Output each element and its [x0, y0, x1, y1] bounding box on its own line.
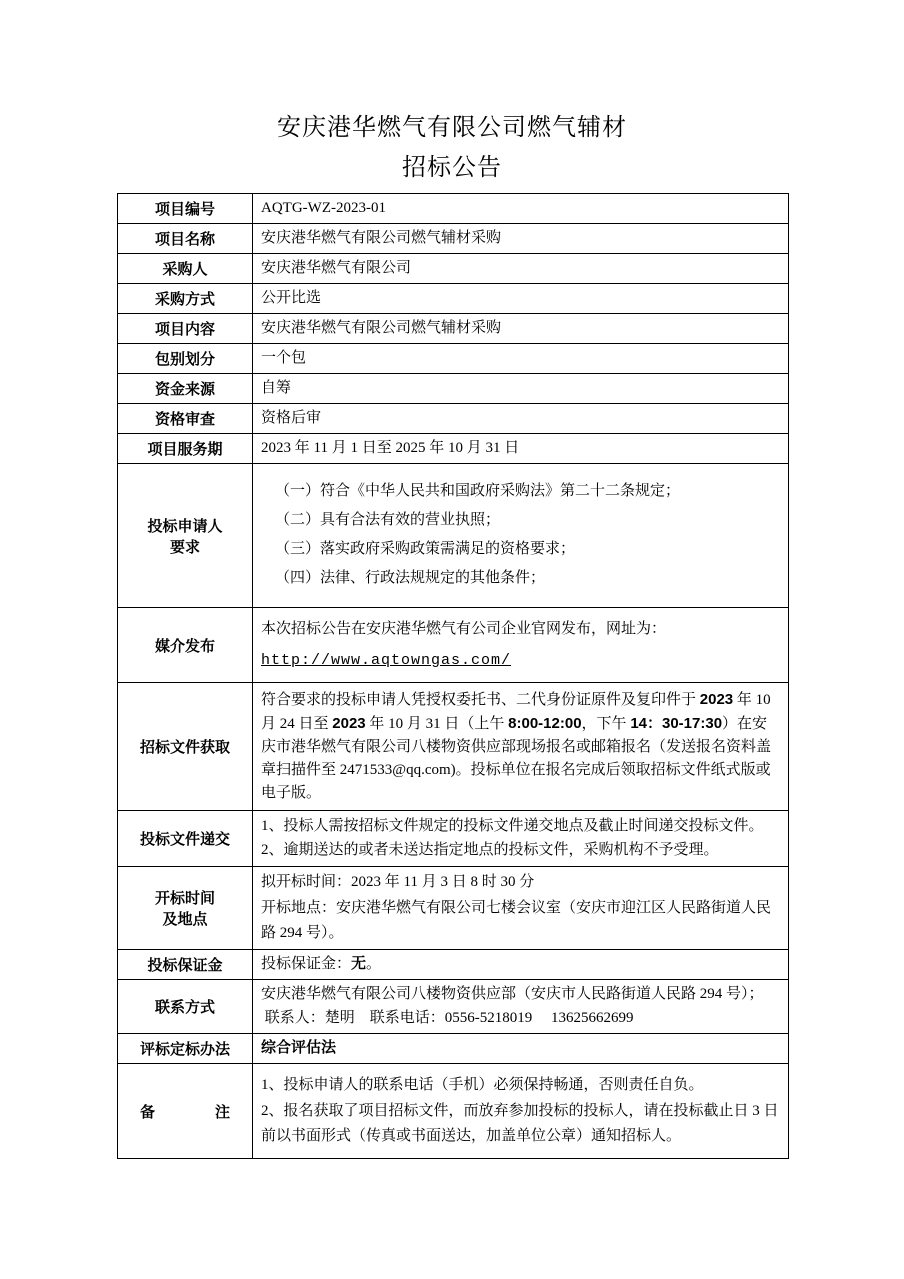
row-label: 项目服务期 [118, 434, 253, 464]
row-value [253, 1064, 789, 1159]
text-segment: （二）具有合法有效的营业执照； [275, 512, 501, 528]
row-value [253, 404, 789, 434]
text-segment: AQTG-WZ-2023-01 [261, 200, 386, 216]
text-segment: 1、投标申请人的联系电话（手机）必须保持畅通，否则责任自负。 [261, 1077, 704, 1093]
row-value [253, 314, 789, 344]
row-value [253, 683, 789, 811]
text-segment: 拟开标时间：2023 年 11 月 3 日 8 时 30 分 [261, 874, 535, 890]
row-label: 资金来源 [118, 374, 253, 404]
text-segment: 14：30-17:30 [630, 715, 723, 732]
row-label: 联系方式 [118, 980, 253, 1034]
row-value [253, 811, 789, 867]
text-segment: 2、报名获取了项目招标文件，而放弃参加投标的投标人，请在投标截止日 3 日前以书面形式（传真或书面送达，加盖单位公章）通知招标人。 [261, 1103, 779, 1144]
row-label: 包别划分 [118, 344, 253, 374]
table-row [118, 608, 789, 683]
table-row [118, 464, 789, 608]
text-segment: 8:00-12:00 [508, 715, 582, 732]
text-segment: 2023 年 11 月 1 日至 2025 年 10 月 31 日 [261, 440, 520, 456]
table-row [118, 1034, 789, 1064]
text-segment: 安庆港华燃气有限公司 [261, 260, 412, 276]
table-row [118, 344, 789, 374]
text-segment: 年 10 月 31 日（上午 [365, 716, 509, 732]
row-label: 投标申请人 要求 [118, 464, 253, 608]
row-label: 备 注 [118, 1064, 253, 1159]
row-value [253, 950, 789, 980]
table-row [118, 284, 789, 314]
announcement-table-body [118, 194, 789, 1159]
text-segment: 无 [351, 956, 367, 972]
text-segment: 投标保证金： [261, 956, 352, 972]
text-segment: 。 [366, 956, 382, 972]
document-title [0, 0, 904, 188]
table-row [118, 224, 789, 254]
table-row [118, 950, 789, 980]
row-label: 项目名称 [118, 224, 253, 254]
text-segment: 安庆港华燃气有限公司燃气辅材采购 [261, 320, 502, 336]
text-segment: 联系人：楚明 联系电话：0556-5218019 13625662699 [261, 1010, 634, 1026]
table-row [118, 867, 789, 950]
row-label: 开标时间 及地点 [118, 867, 253, 950]
table-row [118, 1064, 789, 1159]
row-label: 媒介发布 [118, 608, 253, 683]
table-row [118, 980, 789, 1034]
text-segment: （四）法律、行政法规规定的其他条件； [275, 570, 546, 586]
table-row [118, 374, 789, 404]
text-segment: 安庆港华燃气有限公司燃气辅材采购 [261, 230, 502, 246]
text-segment: 安庆港华燃气有限公司八楼物资供应部（安庆市人民路街道人民路 294 号）； [261, 986, 764, 1002]
text-segment: 自筹 [261, 380, 292, 396]
row-label: 项目编号 [118, 194, 253, 224]
row-value [253, 344, 789, 374]
title-line-2: 招标公告 [402, 155, 502, 181]
table-row [118, 314, 789, 344]
text-segment: 开标地点：安庆港华燃气有限公司七楼会议室（安庆市迎江区人民路街道人民路 294 号）。 [261, 900, 772, 941]
text-segment: 综合评估法 [261, 1040, 337, 1056]
row-value [253, 867, 789, 950]
text-segment: ）在安庆市港华燃气有限公司八楼物资供应部现场报名或邮箱报名（发送报名资料盖章扫描件至 2471533@qq.com)。投标单位在报名完成后领取招标文件纸式版或电子版。 [261, 716, 772, 801]
row-value [253, 254, 789, 284]
text-segment: 2023 [699, 691, 734, 708]
row-label: 采购人 [118, 254, 253, 284]
row-value [253, 224, 789, 254]
table-row [118, 683, 789, 811]
table-row [118, 811, 789, 867]
row-value [253, 980, 789, 1034]
text-segment: 2023 [332, 715, 366, 732]
text-segment: 资格后审 [261, 410, 322, 426]
row-value [253, 1034, 789, 1064]
row-label: 评标定标办法 [118, 1034, 253, 1064]
text-segment: 符合要求的投标申请人凭授权委托书、二代身份证原件及复印件于 [261, 692, 700, 708]
text-segment: 一个包 [261, 350, 307, 366]
row-label: 投标保证金 [118, 950, 253, 980]
title-line-1: 安庆港华燃气有限公司燃气辅材 [277, 115, 627, 141]
table-row [118, 194, 789, 224]
row-value [253, 608, 789, 683]
row-value [253, 194, 789, 224]
text-segment: 公开比选 [261, 290, 322, 306]
row-value [253, 464, 789, 608]
table-row [118, 434, 789, 464]
text-segment: 2、逾期送达的或者未送达指定地点的投标文件，采购机构不予受理。 [261, 842, 719, 858]
text-segment: 1、投标人需按招标文件规定的投标文件递交地点及截止时间递交投标文件。 [261, 818, 764, 834]
website-link[interactable]: http://www.aqtowngas.com/ [261, 652, 512, 669]
row-label: 投标文件递交 [118, 811, 253, 867]
text-segment: ，下午 [581, 716, 631, 732]
row-value [253, 374, 789, 404]
row-value [253, 284, 789, 314]
row-value [253, 434, 789, 464]
text-segment: 年 10 月 24 日至 [261, 692, 771, 732]
row-label: 资格审查 [118, 404, 253, 434]
text-segment: 本次招标公告在安庆港华燃气有公司企业官网发布，网址为： [261, 621, 667, 637]
announcement-table [117, 193, 789, 1159]
text-segment: （一）符合《中华人民共和国政府采购法》第二十二条规定； [275, 483, 681, 499]
table-row [118, 404, 789, 434]
table-row [118, 254, 789, 284]
row-label: 招标文件获取 [118, 683, 253, 811]
row-label: 采购方式 [118, 284, 253, 314]
row-label: 项目内容 [118, 314, 253, 344]
text-segment: （三）落实政府采购政策需满足的资格要求； [275, 541, 576, 557]
